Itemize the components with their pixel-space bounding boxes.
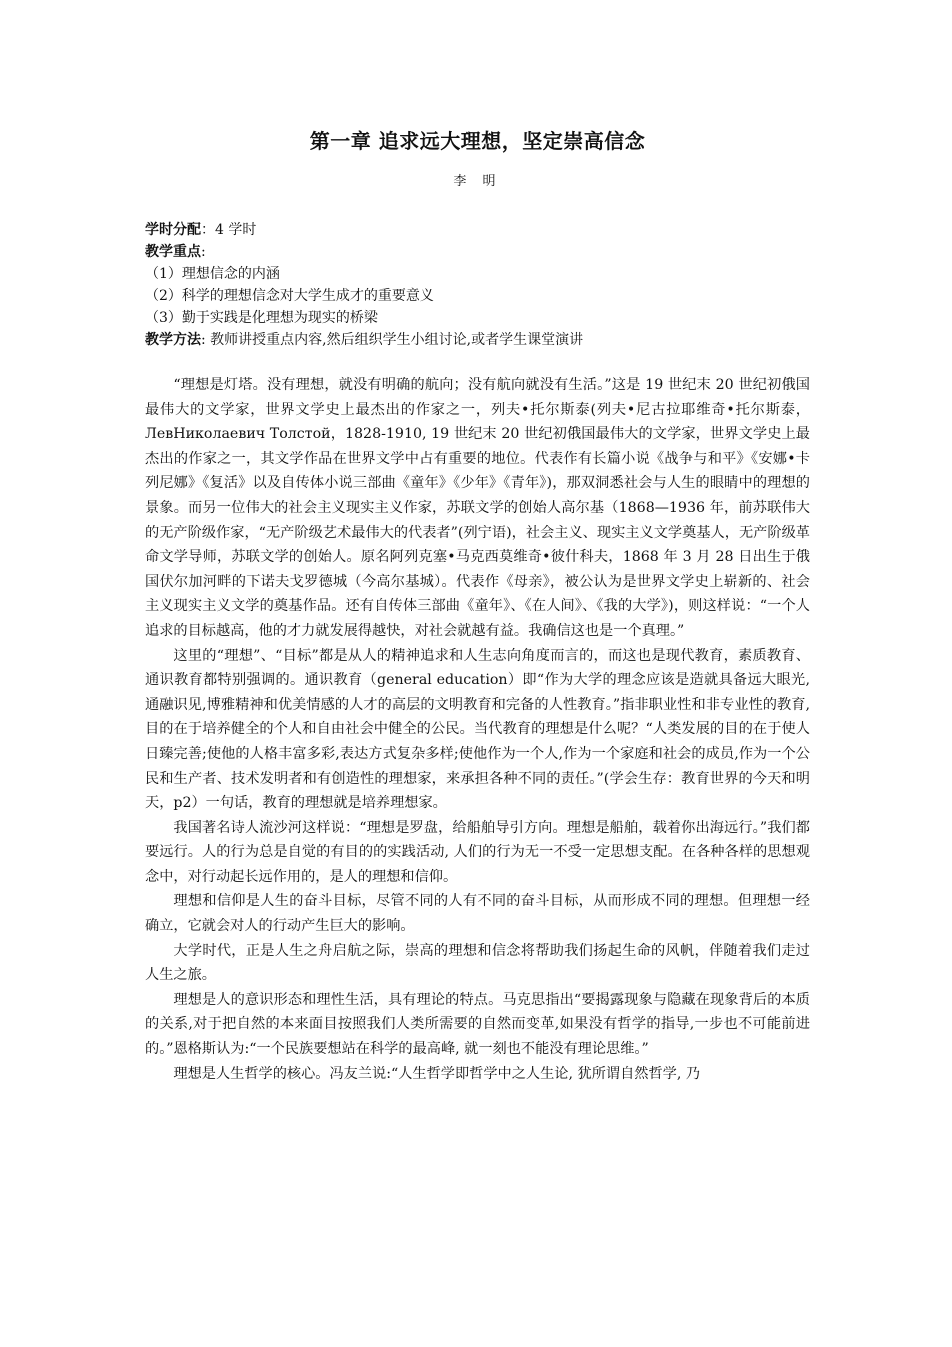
course-meta: [145, 219, 810, 351]
focus-item: （3）勤于实践是化理想为现实的桥梁: [145, 310, 378, 326]
method-label: 教学方法: [145, 332, 201, 348]
method-value: : 教师讲授重点内容,然后组织学生小组讨论,或者学生课堂演讲: [201, 332, 584, 348]
paragraph: 理想和信仰是人生的奋斗目标，尽管不同的人有不同的奋斗目标，从而形成不同的理想。但理想一经确立，它就会对人的行动产生巨大的影响。: [145, 893, 810, 935]
method-line: [145, 329, 810, 351]
focus-heading: [145, 241, 810, 263]
document-page: [145, 125, 810, 1086]
focus-label: 教学重点: [145, 244, 201, 260]
paragraph: 这里的“理想”、“目标”都是从人的精神追求和人生志向角度而言的，而这也是现代教育，素质教育、通识教育都特别强调的。通识教育（general education）即“作为大学的理念应该是造就具备远大眼光,通融识见,博雅精神和优美情感的人才的高层的文明教育和完备的人性教育。”指非职业性和非专业性的教育,目的在于培养健全的个人和自由社会中健全的公民。当代教育的理想是什么呢？“人类发展的目的在于使人日臻完善;使他的人格丰富多彩,表达方式复杂多样;使他作为一个人,作为一个家庭和社会的成员,作为一个公民和生产者、技术发明者和有创造性的理想家，来承担各种不同的责任。”(学会生存：教育世界的今天和明天，p2）一句话，教育的理想就是培养理想家。: [145, 647, 810, 812]
hours-line: [145, 219, 810, 241]
author-name: 李 明: [453, 174, 502, 189]
hours-value: ：4 学时: [201, 222, 257, 238]
hours-label: 学时分配: [145, 222, 201, 238]
focus-suffix: :: [201, 244, 206, 260]
paragraph: 我国著名诗人流沙河这样说：“理想是罗盘，给船舶导引方向。理想是船舶，载着你出海远行。”我们都要远行。人的行为总是自觉的有目的的实践活动, 人们的行为无一不受一定思想支配。在各种各样的思想观念中，对行动起长远作用的，是人的理想和信仰。: [145, 819, 810, 885]
focus-item: （1）理想信念的内涵: [145, 266, 280, 282]
paragraph: 大学时代，正是人生之舟启航之际，崇高的理想和信念将帮助我们扬起生命的风帆，伴随着我们走过人生之旅。: [145, 942, 810, 984]
focus-item: （2）科学的理想信念对大学生成才的重要意义: [145, 288, 434, 304]
paragraph: “理想是灯塔。没有理想，就没有明确的航向；没有航向就没有生活。”这是 19 世纪末 20 世纪初俄国最伟大的文学家，世界文学史上最杰出的作家之一，列夫•托尔斯泰(列夫•尼古拉耶维奇•托尔斯泰，ЛевНиколаевич Толстой，1828-1910, 19 世纪末 20 世纪初俄国最伟大的文学家，世界文学史上最杰出的作家之一，其文学作品在世界文学中占有重要的地位。代表作有长篇小说《战争与和平》《安娜•卡列尼娜》《复活》以及自传体小说三部曲《童年》《少年》《青年》)，那双洞悉社会与人生的眼睛中的理想的景象。而另一位伟大的社会主义现实主义作家，苏联文学的创始人高尔基（1868—1936 年，前苏联伟大的无产阶级作家，“无产阶级艺术最伟大的代表者”(列宁语)，社会主义、现实主义文学奠基人，无产阶级革命文学导师，苏联文学的创始人。原名阿列克塞•马克西莫维奇•彼什科夫，1868 年 3 月 28 日出生于俄国伏尔加河畔的下诺夫戈罗德城（今高尔基城）。代表作《母亲》，被公认为是世界文学史上崭新的、社会主义现实主义文学的奠基作品。还有自传体三部曲《童年》、《在人间》、《我的大学》)，则这样说：“一个人追求的目标越高，他的才力就发展得越快，对社会就越有益。我确信这也是一个真理。”: [145, 377, 810, 639]
body-text: [145, 373, 810, 1086]
chapter-title: 第一章 追求远大理想，坚定崇高信念: [309, 129, 646, 153]
paragraph: 理想是人生哲学的核心。冯友兰说:“人生哲学即哲学中之人生论, 犹所谓自然哲学, 乃: [173, 1065, 701, 1082]
paragraph: 理想是人的意识形态和理性生活，具有理论的特点。马克思指出“要揭露现象与隐藏在现象背后的本质的关系,对于把自然的本来面目按照我们人类所需要的自然而变革,如果没有哲学的指导,一步也不可能前进的。”恩格斯认为:“一个民族要想站在科学的最高峰, 就一刻也不能没有理论思维。”: [145, 991, 810, 1058]
